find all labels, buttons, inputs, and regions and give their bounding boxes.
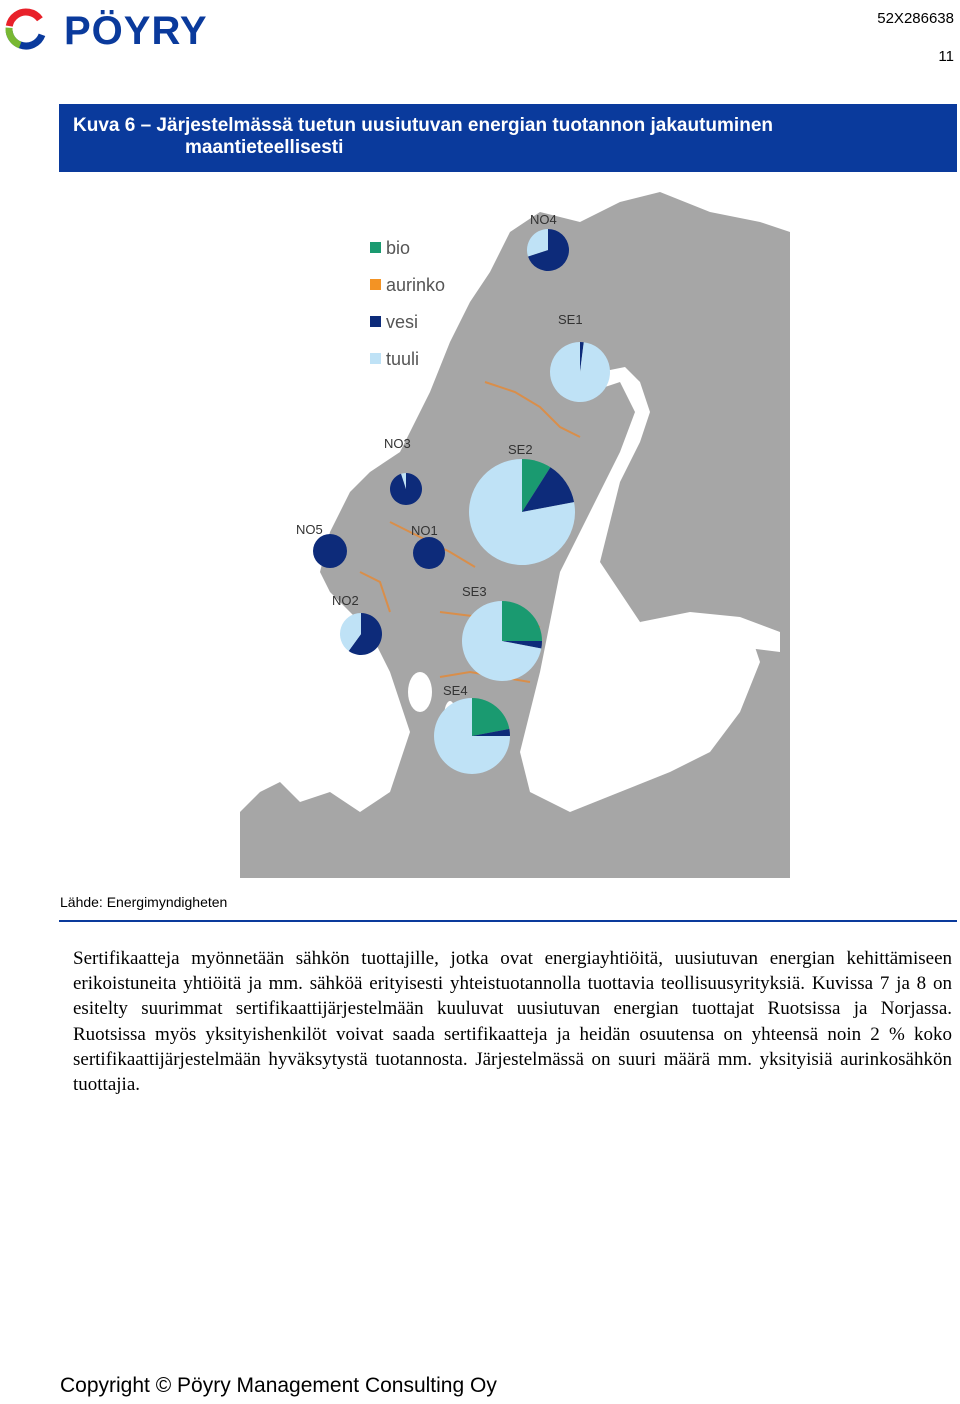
- map-svg: [240, 192, 790, 878]
- pie-no5: [313, 534, 347, 568]
- legend-swatch-tuuli: [370, 353, 381, 364]
- pie-se4: [434, 698, 510, 774]
- legend-label-vesi: vesi: [386, 312, 419, 332]
- caption-line-2: maantieteellisesti: [185, 137, 344, 158]
- logo-wordmark: PÖYRY: [64, 9, 208, 52]
- pie-se3: [462, 601, 542, 681]
- figure-caption: [59, 104, 957, 172]
- legend-swatch-aurinko: [370, 279, 381, 290]
- region-label-no1: NO1: [411, 523, 438, 538]
- region-label-no5: NO5: [296, 522, 323, 537]
- pie-slice-no5-vesi: [313, 534, 347, 568]
- body-paragraph: Sertifikaatteja myönnetään sähkön tuottajille, jotka ovat energiayhtiöitä, uusiutuvan energian kehittämiseen erikoistuneita yhtiöitä ja mm. sähköä erityisesti yhteistuotannolla tuottavia teollisuusyrityksiä. Kuvissa 7 ja 8 on esitelty suurimmat sertifikaattijärjestelmään kuuluvat uusiutuvan energian tuottajat Ruotsissa ja Norjassa. Ruotsissa myös yksityishenkilöt voivat saada sertifikaatteja ja heidän osuutensa on yhteensä noin 2 % koko sertifikaattijärjestelmään hyväksytystä tuotannosta. Järjestelmässä on suuri määrä mm. yksityisiä aurinkosähkön tuottajia.: [73, 948, 952, 1096]
- region-label-se3: SE3: [462, 584, 487, 599]
- region-label-se4: SE4: [443, 683, 468, 698]
- pie-no4: [527, 229, 569, 271]
- region-label-no2: NO2: [332, 593, 359, 608]
- poyry-logo: [4, 6, 244, 52]
- page-number: 11: [938, 48, 954, 65]
- pie-slice-no1-vesi: [413, 537, 445, 569]
- poyry-logo-graphic: [4, 6, 244, 52]
- region-label-se1: SE1: [558, 312, 583, 327]
- legend-swatch-bio: [370, 242, 381, 253]
- footer-copyright: Copyright © Pöyry Management Consulting Oy: [60, 1374, 497, 1397]
- region-label-no4: NO4: [530, 212, 557, 227]
- divider-rule: [59, 920, 957, 922]
- legend-label-bio: bio: [386, 238, 411, 258]
- pie-no3: [390, 473, 422, 505]
- legend-swatch-vesi: [370, 316, 381, 327]
- lake-vanern: [408, 672, 432, 712]
- pie-no2: [340, 613, 382, 655]
- region-label-no3: NO3: [384, 436, 411, 451]
- renewable-energy-map: [240, 192, 790, 878]
- pie-se1: [550, 342, 610, 402]
- caption-line-1: Kuva 6 – Järjestelmässä tuetun uusiutuvan energian tuotannon jakautuminen: [73, 115, 773, 136]
- figure-source: Lähde: Energimyndigheten: [60, 894, 228, 910]
- legend-label-aurinko: aurinko: [386, 275, 446, 295]
- pie-se2: [469, 459, 575, 565]
- document-number: 52X286638: [877, 10, 954, 27]
- pie-no1: [413, 537, 445, 569]
- legend-label-tuuli: tuuli: [386, 349, 420, 369]
- region-label-se2: SE2: [508, 442, 533, 457]
